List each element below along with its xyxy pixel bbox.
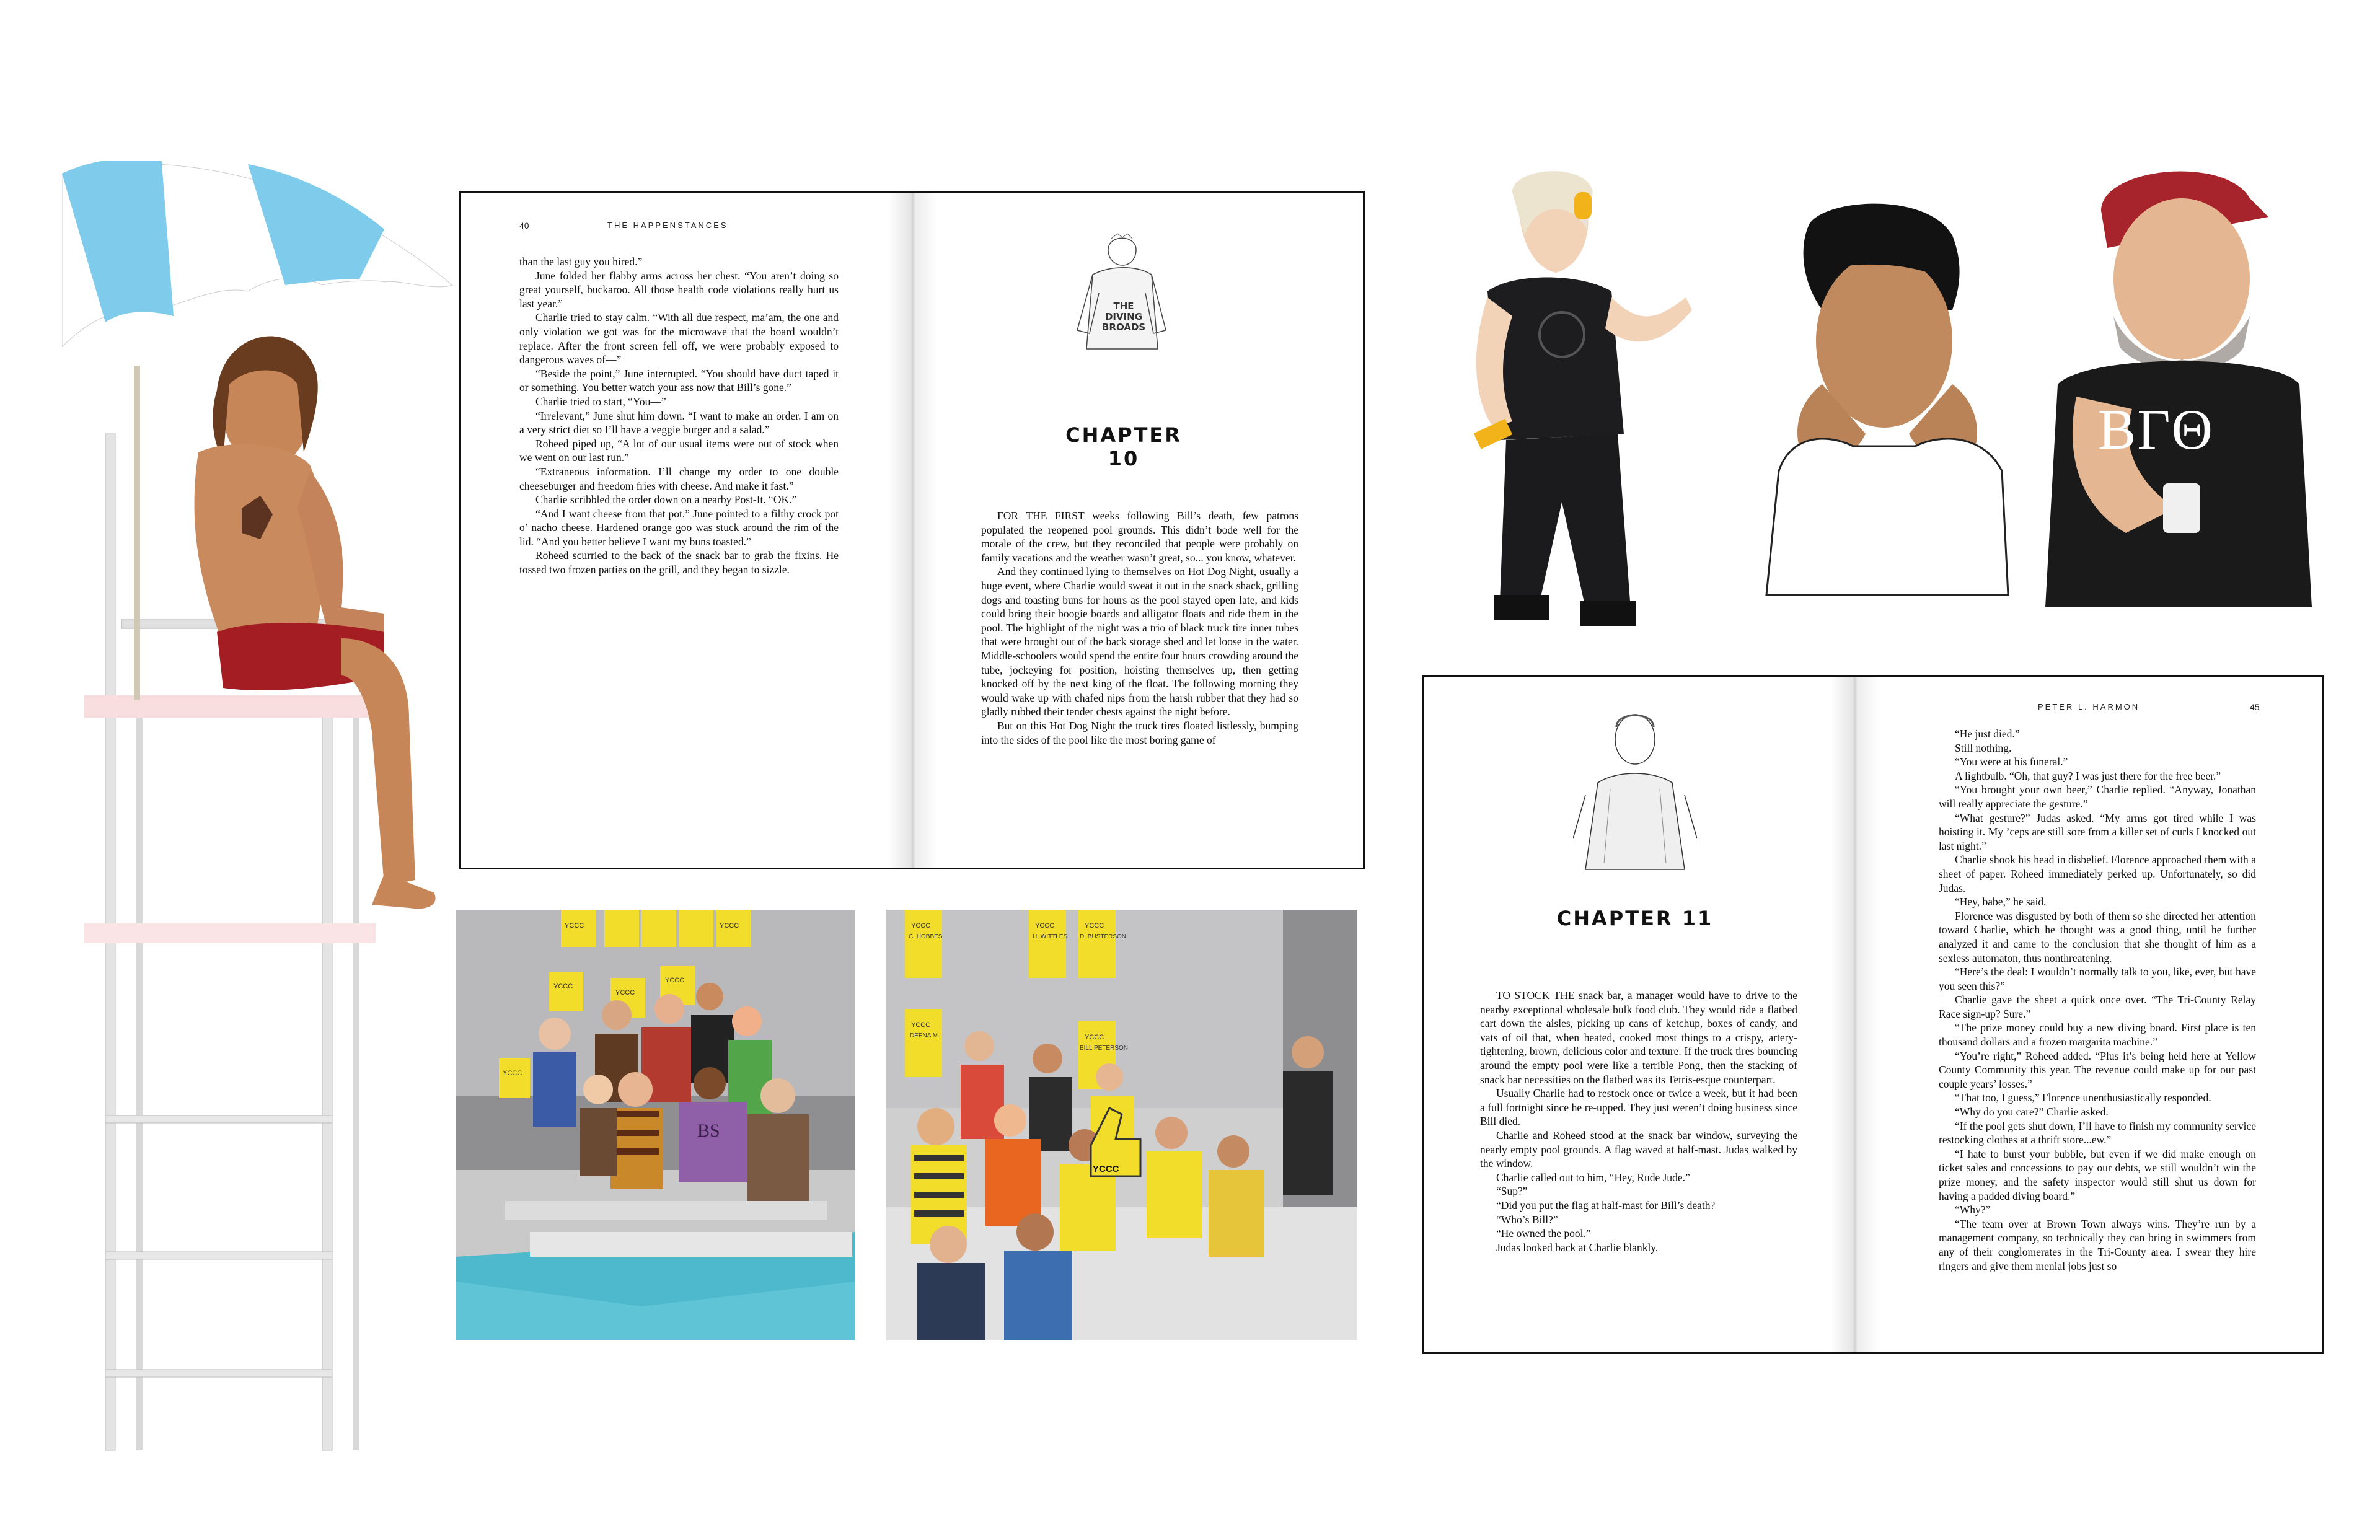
paragraph: “He owned the pool.” [1496, 1227, 1591, 1240]
chapter-title: CHAPTER 11 [1556, 907, 1714, 930]
page-number: 45 [2250, 702, 2260, 712]
character-portrait-cap [2039, 161, 2312, 607]
paragraph: “You were at his funeral.” [1955, 755, 2068, 768]
paragraph: Florence was disgusted by both of them so she directed her attention toward Charlie, which he thought was a good thing, until he further analyzed it and came to the conclusion that she thought of him as a sexless automaton, thus nonthreatening. [1939, 909, 2256, 964]
diving-broads-sketch [1074, 231, 1167, 355]
paragraph: Charlie called out to him, “Hey, Rude Jude.” [1496, 1171, 1690, 1184]
banner-label: YCCC [565, 922, 584, 930]
paragraph: And they continued lying to themselves on Hot Dog Night, usually a huge event, where Charlie would sweat it out in the snack shack, grilling dogs and toasting buns for hours as the pool stayed open late, and kids could bring their boogie boards and alligator floats and ride them in the pool. The highlight of the night was a trio of black truck tire inner tubes that were brought out of the back storage shed and let loose in the water. Middle-schoolers would spend the entire four hours crowding around the tube, jockeying for position, hoisting themselves up, then getting knocked off by the next king of the float. The following morning they would wake up with chafed nips from the harsh rubber that they had so gladly rubbed their tender chests against the night before. [981, 565, 1298, 718]
banner-name: DEENA M. [910, 1032, 940, 1039]
running-head: THE HAPPENSTANCES [607, 221, 728, 230]
paragraph: Judas looked back at Charlie blankly. [1496, 1241, 1659, 1254]
paragraph: “Hey, babe,” he said. [1955, 895, 2047, 909]
paragraph: than the last guy you hired.” [519, 255, 643, 268]
paragraph: “He just died.” [1955, 728, 2020, 740]
right-page-text [981, 509, 1298, 747]
paragraph: “Why?” [1955, 1203, 1991, 1217]
banner-name: C. HOBBES [909, 933, 943, 940]
banner-label: YCCC [1085, 1034, 1104, 1041]
paragraph: Usually Charlie had to restock once or twice a week, but it had been a full fortnight since he re-upped. They just weren’t doing business since Bill died. [1480, 1087, 1797, 1128]
banner-name: BILL PETERSON [1080, 1045, 1128, 1052]
banner-label: YCCC [503, 1070, 522, 1077]
paragraph: “The team over at Brown Town always wins. They’re run by a management company, so technically they can bring in swimmers from any of their conglomerates in the Tri-County area. I swear they hire ringers and give them menial jobs just so [1939, 1217, 2256, 1272]
paragraph: Charlie shook his head in disbelief. Florence approached them with a sheet of paper. Roheed immediately perked up. Unfortunately, so did Judas. [1939, 853, 2256, 894]
banner-name: H. WITTLES [1033, 933, 1068, 940]
lifeguard-illustration [62, 161, 459, 1463]
book-spread-chapter-10 [459, 191, 1365, 869]
paragraph: FOR THE FIRST weeks following Bill’s death, few patrons populated the reopened pool grounds. This didn’t bode well for the morale of the crew, but they reconciled that people were probably on family vacations and the weather wasn’t great, so... you know, whatever. [981, 509, 1298, 564]
shirt-greek-letters: ΒΓΘ [2098, 398, 2214, 461]
banner-label: YCCC [1085, 922, 1104, 930]
spread-gutter [1830, 677, 1880, 1352]
paragraph: Charlie tried to stay calm. “With all due respect, ma’am, the one and only violation we got was for the microwave that the board wouldn’t replace. After the front screen fell off, we were probably exposed to dangerous waves of—” [519, 311, 839, 366]
paragraph: “You’re right,” Roheed added. “Plus it’s being held here at Yellow County Community this year. The revenue could make up for our past couple years’ losses.” [1939, 1049, 2256, 1090]
paragraph: “Who’s Bill?” [1496, 1213, 1558, 1226]
right-page-text [1939, 727, 2256, 1273]
crowd-illustration-right [886, 910, 1357, 1340]
paragraph: “Beside the point,” June interrupted. “You should have duct taped it or something. You better watch your ass now that Bill’s gone.” [519, 367, 839, 394]
paragraph: “That too, I guess,” Florence unenthusiastically responded. [1955, 1091, 2211, 1104]
paragraph: Charlie tried to start, “You—” [536, 395, 666, 408]
paragraph: “Did you put the flag at half-mast for Bill’s death? [1496, 1199, 1716, 1212]
character-portrait-headphones [1463, 167, 1711, 645]
shirt-text: BS [697, 1120, 720, 1141]
character-portrait-thinking [1754, 198, 2014, 601]
paragraph: “I hate to burst your bubble, but even if we did make enough on ticket sales and concessions to pay our debts, we still wouldn’t win the prize money, and the safety inspector would still shut us down for having a padded diving board.” [1939, 1147, 2256, 1202]
paragraph: “You brought your own beer,” Charlie replied. “Anyway, Jonathan will really appreciate the gesture.” [1939, 783, 2256, 810]
crowd-illustration-left [456, 910, 855, 1340]
chapter-title: CHAPTER 10 [1065, 423, 1182, 470]
crowd-left-art [456, 910, 855, 1340]
paragraph: Charlie scribbled the order down on a nearby Post-It. “OK.” [536, 493, 797, 506]
paragraph: Still nothing. [1955, 741, 2012, 754]
banner-label: YCCC [553, 983, 573, 990]
banner-label: YCCC [720, 922, 739, 930]
paragraph: “If the pool gets shut down, I’ll have to finish my community service restocking clothes at a thrift store...ew.” [1939, 1119, 2256, 1146]
page-number: 40 [519, 221, 529, 231]
paragraph: “The prize money could buy a new diving board. First place is ten thousand dollars and a frozen margarita machine.” [1939, 1021, 2256, 1049]
paragraph: Roheed piped up, “A lot of our usual items were out of stock when we went on our last run.” [519, 437, 839, 464]
paragraph: Charlie gave the sheet a quick once over. “The Tri-County Relay Race sign-up? Sure.” [1939, 993, 2256, 1020]
character-sketch [1573, 702, 1697, 876]
paragraph: “And I want cheese from that pot.” June pointed to a filthy crock pot o’ nacho cheese. Hardened orange goo was stuck around the rim of the lid. “And you better believe I want my buns toasted.” [519, 507, 839, 548]
banner-label: YCCC [911, 1021, 931, 1029]
paragraph: TO STOCK THE snack bar, a manager would have to drive to the nearby exceptional wholesale bulk food club. They would ride a flatbed cart down the aisles, picking up cans of ketchup, boxes of candy, and vats of oil that, when heated, cooked most things to a crispy, artery-tightening, brown, delicious color and texture. If the truck tires bouncing around the empty pool were like a terrible Pong, then the stacking of snack bar necessities on the flatbed was its Tetris-esque counterpart. [1480, 989, 1797, 1086]
banner-name: D. BUSTERSON [1080, 933, 1127, 940]
sketch-shirt-text: THE DIVING BROADS [1102, 301, 1146, 333]
spread-gutter [888, 193, 938, 868]
running-head: PETER L. HARMON [2038, 702, 2140, 711]
paragraph: Charlie and Roheed stood at the snack bar window, surveying the nearly empty pool grounds. A flag waved at half-mast. Judas walked by the window. [1480, 1129, 1797, 1170]
paragraph: A lightbulb. “Oh, that guy? I was just there for the free beer.” [1955, 769, 2221, 782]
paragraph: Roheed scurried to the back of the snack bar to grab the fixins. He tossed two frozen patties on the grill, and they began to sizzle. [519, 549, 839, 576]
banner-label: YCCC [615, 989, 635, 997]
banner-label: YCCC [911, 922, 931, 930]
paragraph: “Sup?” [1496, 1185, 1528, 1198]
paragraph: “What gesture?” Judas asked. “My arms got tired while I was hoisting it. My ’ceps are still sore from a killer set of curls I knocked out last night.” [1939, 811, 2256, 852]
paragraph: “Here’s the deal: I wouldn’t normally talk to you, like, ever, but have you seen this?” [1939, 966, 2256, 992]
paragraph: June folded her flabby arms across her chest. “You aren’t doing so great yourself, buckaroo. All those health code violations really hurt us last year.” [519, 269, 839, 310]
foam-hand-text: YCCC [1093, 1164, 1119, 1174]
paragraph: “Irrelevant,” June shut him down. “I want to make an order. I am on a very strict diet so I’ll have a veggie burger and a salad.” [519, 409, 839, 436]
banner-label: YCCC [1035, 922, 1055, 930]
paragraph: “Why do you care?” Charlie asked. [1955, 1106, 2109, 1119]
paragraph: “Extraneous information. I’ll change my order to one double cheeseburger and freedom fries with cheese. And make it fast.” [519, 465, 839, 492]
paragraph: But on this Hot Dog Night the truck tires floated listlessly, bumping into the sides of the pool like the most boring game of [981, 719, 1298, 746]
left-page-text [519, 255, 839, 577]
banner-label: YCCC [665, 977, 685, 984]
book-spread-chapter-11 [1422, 675, 2324, 1354]
left-page-text [1480, 988, 1797, 1254]
crowd-right-art [886, 910, 1357, 1340]
